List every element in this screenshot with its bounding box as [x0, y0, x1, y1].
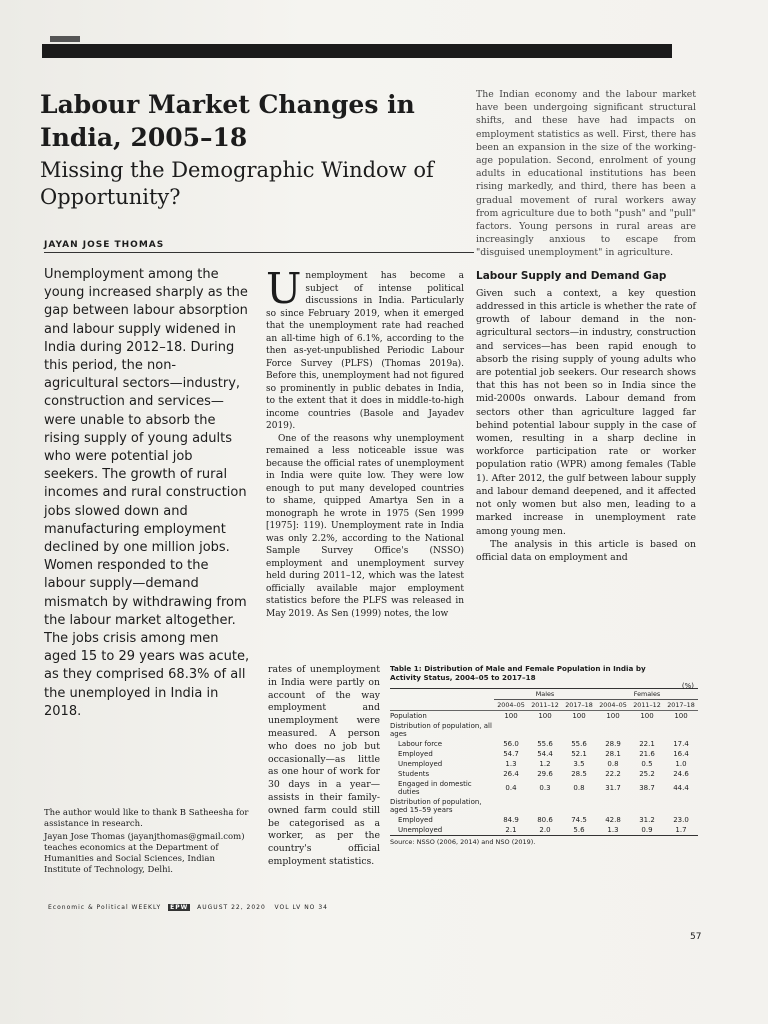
year-header: 2004–05 [497, 701, 525, 709]
article-subtitle: Missing the Demographic Window of Opportunity? [40, 158, 434, 209]
epw-logo: EPW [170, 904, 189, 911]
table-cell: 28.5 [571, 770, 587, 778]
year-header: 2004–05 [599, 701, 627, 709]
table-cell: 0.3 [539, 784, 551, 792]
group-females: Females [596, 689, 698, 700]
row-label: Population [390, 711, 494, 722]
table-cell: 17.4 [673, 740, 689, 748]
title-rule [44, 252, 474, 253]
table-row [390, 769, 698, 779]
table-cell: 31.7 [605, 784, 621, 792]
table-cell: 100 [596, 711, 630, 722]
row-label: Unemployed [390, 825, 494, 836]
paragraph-2-continued: rates of unemployment in India were partly on account of the way employment and unemployment were measured. A person who does no job but occasionally—as little as one hour of work for 30 days in a year—assists in their family-owned farm could still be categorised as a worker, as per the country's official employment statistics. [268, 664, 380, 867]
table-row [390, 711, 698, 722]
table-cell: 2.1 [494, 825, 528, 836]
table-cell: 0.8 [573, 784, 585, 792]
table-cell: 100 [528, 711, 562, 722]
table-cell: 55.6 [571, 740, 587, 748]
group-males: Males [494, 689, 596, 700]
table-cell: 0.5 [641, 760, 653, 768]
table-cell: 44.4 [673, 784, 689, 792]
row-label: Engaged in domestic duties [398, 780, 472, 796]
table-cell: 24.6 [673, 770, 689, 778]
paragraph-1: nemployment has become a subject of intense political discussions in India. Particularly so since February 2019, when it emerged that the unemployment rate had reached an all-time high of 6.1%, according to the then as-yet-unpublished Periodic Labour Force Survey (PLFS) (Thomas 2019a). Before this, unemployment had not figured so prominently in public debates in India, to the extent that it does in middle-to-high income countries (Basole and Jayadev 2019). [266, 271, 464, 431]
table-row [390, 749, 698, 759]
section-heading: Labour Supply and Demand Gap [476, 269, 667, 282]
table-cell: 80.6 [537, 816, 553, 824]
table-cell: 3.5 [573, 760, 585, 768]
table-cell: 0.8 [607, 760, 619, 768]
table-cell: 54.4 [537, 750, 553, 758]
drop-cap: U [266, 264, 302, 313]
volume-info: VOL LV NO 34 [274, 904, 328, 911]
row-label: Labour force [398, 740, 443, 748]
year-header: 2011–12 [531, 701, 559, 709]
table-cell: 25.2 [639, 770, 655, 778]
table-cell: 16.4 [673, 750, 689, 758]
table-cell: 2.0 [528, 825, 562, 836]
table-cell: 1.3 [596, 825, 630, 836]
table-cell: 22.2 [605, 770, 621, 778]
year-header: 2017–18 [565, 701, 593, 709]
table-cell: 26.4 [503, 770, 519, 778]
data-table-1 [390, 664, 698, 846]
table-cell: 54.7 [503, 750, 519, 758]
table-cell: 84.9 [503, 816, 519, 824]
table-cell: 29.6 [537, 770, 553, 778]
row-label: Distribution of population, aged 15–59 years [390, 798, 482, 814]
author-bio: Jayan Jose Thomas (jayanjthomas@gmail.com) teaches economics at the Department of Humanities and Social Sciences, Indian Institute of Technology, Delhi. [44, 832, 245, 875]
table-cell: 0.9 [630, 825, 664, 836]
table-row [390, 825, 698, 836]
table-cell: 0.4 [505, 784, 517, 792]
page-number: 57 [690, 932, 702, 942]
table-cell: 100 [494, 711, 528, 722]
body-column-2 [266, 264, 464, 620]
year-header: 2011–12 [633, 701, 661, 709]
table-cell: 22.1 [639, 740, 655, 748]
table-row [390, 759, 698, 769]
section-paragraph-2: The analysis in this article is based on official data on employment and [476, 538, 696, 563]
row-label: Distribution of population, all ages [390, 722, 492, 738]
table-cell: 56.0 [503, 740, 519, 748]
table-cell: 52.1 [571, 750, 587, 758]
table-row [390, 797, 698, 815]
table-caption: Table 1: Distribution of Male and Female Population in India by Activity Status, 2004–05 to 2017–18 [390, 664, 646, 682]
table-cell: 28.1 [605, 750, 621, 758]
table-cell: 1.0 [675, 760, 687, 768]
table-row [390, 815, 698, 825]
table-year-header [390, 700, 698, 711]
table-cell: 74.5 [571, 816, 587, 824]
row-label: Employed [398, 750, 433, 758]
table-cell: 100 [562, 711, 596, 722]
article-title: Labour Market Changes in India, 2005–18 [40, 90, 415, 152]
table-cell: 42.8 [605, 816, 621, 824]
table-row [390, 779, 698, 797]
table-group-header [390, 689, 698, 700]
acknowledgement: The author would like to thank B Satheesha for assistance in research. [44, 808, 249, 829]
table-row [390, 739, 698, 749]
table-row [390, 721, 698, 739]
table-cell: 1.7 [664, 825, 698, 836]
table-cell: 23.0 [673, 816, 689, 824]
header-bar [42, 44, 672, 58]
table-cell: 38.7 [639, 784, 655, 792]
table-cell: 31.2 [639, 816, 655, 824]
table-cell: 21.6 [639, 750, 655, 758]
author-name: JAYAN JOSE THOMAS [44, 240, 165, 250]
journal-name: Economic & Political WEEKLY [48, 904, 162, 911]
table-cell: 1.2 [539, 760, 551, 768]
row-label: Employed [398, 816, 433, 824]
section-paragraph-1: Given such a context, a key question addressed in this article is whether the rate of growth of labour demand in the non-agricultural sectors—in industry, construction and services—has been rapid enough to absorb the rising supply of young adults who are potential job seekers. Our research shows that this has not been so in India since the mid-2000s onwards. Labour demand from sectors other than agriculture lagged far behind potential labour supply in the case of women, resulting in a sharp decline in workforce participation rate or worker population ratio (WPR) among females (Table 1). After 2012, the gulf between labour supply and labour demand deepened, and it affected not only women but also men, leading to a marked increase in unemployment rate among young men. [476, 287, 696, 537]
body-paragraph [266, 264, 464, 433]
table-cell: 100 [664, 711, 698, 722]
table [390, 688, 698, 836]
abstract: Unemployment among the young increased sharply as the gap between labour absorption and labour supply widened in India during 2012–18. During this period, the non-agricultural sectors—industry, construction and services—were unable to absorb the rising supply of young adults who were potential job seekers. The growth of rural incomes and rural construction jobs slowed down and manufacturing employment declined by one million jobs. Women responded to the labour supply—demand mismatch by withdrawing from the labour market altogether. The jobs crisis among men aged 15 to 29 years was acute, as they comprised 68.3% of all the unemployed in India in 2018. [44, 267, 250, 719]
journal-footer [48, 904, 328, 911]
table-cell: 28.9 [605, 740, 621, 748]
table-cell: 5.6 [562, 825, 596, 836]
paragraph-2: One of the reasons why unemployment remained a less noticeable issue was because the official rates of unemployment in India were quite low. They were low enough to put many developed countries to shame, quipped Amartya Sen in a monograph he wrote in 1975 (Sen 1999 [1975]: 119). Unemployment rate in India was only 2.2%, according to the National Sample Survey Office's (NSSO) employment and unemployment survey held during 2011–12, which was the latest officially available major employment statistics before the PLFS was released in May 2019. As Sen (1999) notes, the low [266, 433, 464, 619]
table-unit: (%) [681, 682, 694, 690]
table-cell: 1.3 [505, 760, 517, 768]
header-tick [50, 36, 80, 42]
table-source: Source: NSSO (2006, 2014) and NSO (2019). [390, 838, 536, 846]
row-label: Unemployed [398, 760, 443, 768]
issue-date: AUGUST 22, 2020 [197, 904, 266, 911]
body-column-3 [476, 88, 696, 564]
intro-paragraph: The Indian economy and the labour market have been undergoing significant structural shifts, and these have had impacts on employment statistics as well. First, there has been an expansion in the size of the working-age population. Second, enrolment of young adults in educational institutions has been rising markedly, and third, there has been a gradual movement of rural workers away from agriculture due to both "push" and "pull" factors. Young persons in rural areas are increasingly anxious to escape from "disguised unemployment" in agriculture. [476, 89, 696, 259]
row-label: Students [398, 770, 430, 778]
year-header: 2017–18 [667, 701, 695, 709]
table-cell: 55.6 [537, 740, 553, 748]
table-cell: 100 [630, 711, 664, 722]
